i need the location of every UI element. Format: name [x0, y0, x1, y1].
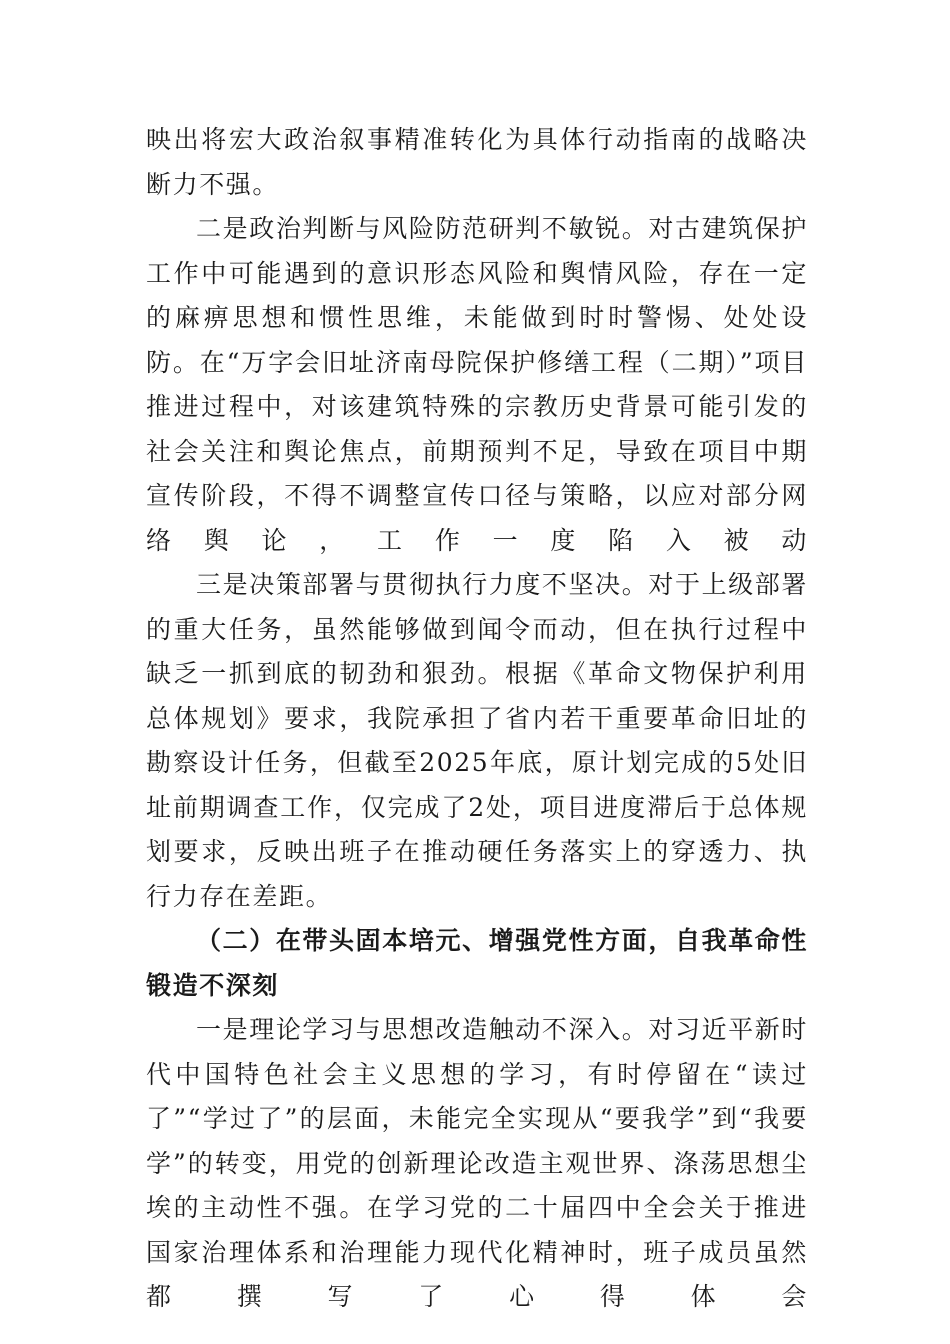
section-heading-2: （二）在带头固本培元、增强党性方面，自我革命性锻造不深刻: [146, 926, 808, 1000]
document-body: [146, 118, 808, 1320]
paragraph-theory-study: 一是理论学习与思想改造触动不深入。对习近平新时代中国特色社会主义思想的学习，有时停留在“读过了”“学过了”的层面，未能完全实现从“要我学”到“我要学”的转变，用党的创新理论改造主观世界、涤荡思想尘埃的主动性不强。在学习党的二十届四中全会关于推进国家治理体系和治理能力现代化精神时，班子成员虽然都撰写了心得体会: [146, 1015, 808, 1311]
paragraph-political-judgment: 二是政治判断与风险防范研判不敏锐。对古建筑保护工作中可能遇到的意识形态风险和舆情风险，存在一定的麻痹思想和惯性思维，未能做到时时警惕、处处设防。在“万字会旧址济南母院保护修缮工程（二期）”项目推进过程中，对该建筑特殊的宗教历史背景可能引发的社会关注和舆论焦点，前期预判不足，导致在项目中期宣传阶段，不得不调整宣传口径与策略，以应对部分网络舆论，工作一度陷入被动: [146, 214, 808, 555]
paragraph-continuation: 映出将宏大政治叙事精准转化为具体行动指南的战略决断力不强。: [146, 125, 808, 199]
paragraph-decision-execution: 三是决策部署与贯彻执行力度不坚决。对于上级部署的重大任务，虽然能够做到闻令而动，但在执行过程中缺乏一抓到底的韧劲和狠劲。根据《革命文物保护利用总体规划》要求，我院承担了省内若干重要革命旧址的勘察设计任务，但截至2025年底，原计划完成的5处旧址前期调查工作，仅完成了2处，项目进度滞后于总体规划要求，反映出班子在推动硬任务落实上的穿透力、执行力存在差距。: [146, 570, 808, 911]
